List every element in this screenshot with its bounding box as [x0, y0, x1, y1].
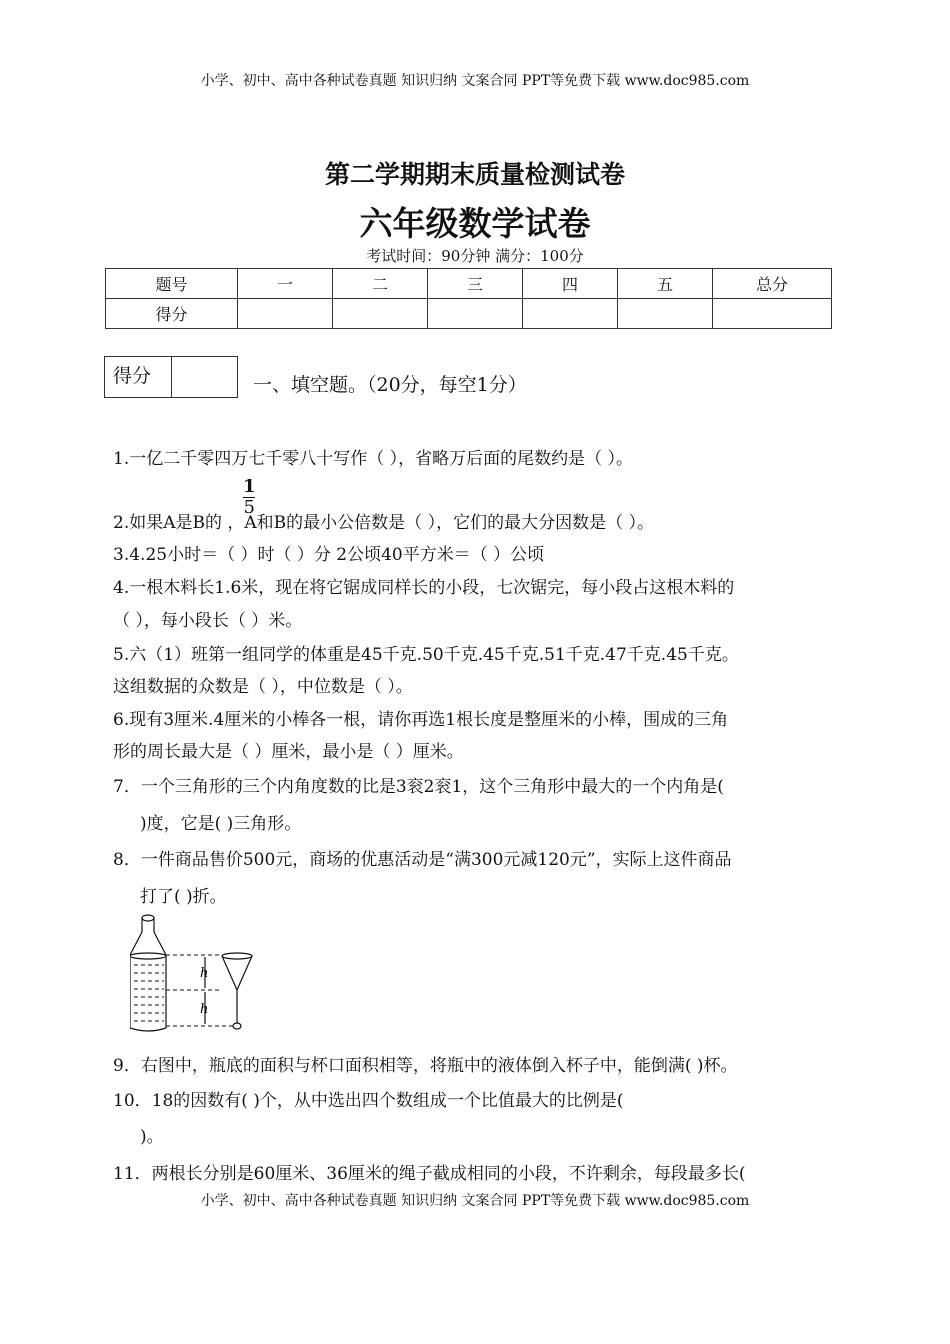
page-header: 小学、初中、高中各种试卷真题 知识归纳 文案合同 PPT等免费下载 www.doc985.com	[200, 73, 750, 89]
question-11: 11．两根长分别是60厘米、36厘米的绳子截成相同的小段，不许剩余，每段最多长(	[113, 1164, 746, 1184]
exam-info: 考试时间：90分钟 满分：100分	[366, 247, 584, 265]
exam-subtitle: 六年级数学试卷	[359, 204, 591, 243]
question-4: 4.一根木料长1.6米，现在将它锯成同样长的小段，七次锯完，每小段占这根木料的	[113, 578, 735, 598]
question-1: 1.一亿二千零四万七千零八十写作（ ），省略万后面的尾数约是（ ）。	[113, 449, 634, 469]
question-2: 2.如果A是B的 ，A和B的最小公倍数是（ ），它们的最大分因数是（ ）。	[113, 513, 654, 533]
denominator: 5	[243, 497, 255, 518]
question-8: 8．一件商品售价500元，商场的优惠活动是“满300元减120元”，实际上这件商品	[113, 850, 732, 870]
page-footer: 小学、初中、高中各种试卷真题 知识归纳 文案合同 PPT等免费下载 www.doc985.com	[200, 1193, 750, 1209]
numerator: 1	[243, 476, 256, 497]
score-cell	[713, 299, 832, 329]
table-header: 五	[618, 269, 713, 299]
table-row	[106, 269, 832, 299]
height-label: h	[200, 1002, 209, 1017]
question-7-cont: )度，它是( )三角形。	[140, 814, 302, 834]
question-8-cont: 打了( )折。	[140, 887, 227, 907]
score-cell	[333, 299, 428, 329]
table-header: 一	[238, 269, 333, 299]
table-row	[106, 299, 832, 329]
question-4-cont: （ ），每小段长（ ）米。	[113, 611, 303, 631]
section-score-box	[104, 356, 238, 398]
table-header: 二	[333, 269, 428, 299]
score-table	[105, 268, 832, 329]
table-header: 题号	[106, 269, 238, 299]
section-heading: 一、填空题。（20分，每空1分）	[253, 374, 527, 396]
question-7: 7．一个三角形的三个内角度数的比是3衮2衮1，这个三角形中最大的一个内角是(	[113, 777, 724, 797]
table-header: 三	[428, 269, 523, 299]
divider	[171, 357, 172, 397]
question-6: 6.现有3厘米.4厘米的小棒各一根，请你再选1根长度是整厘米的小棒，围成的三角	[113, 710, 729, 730]
question-5-cont: 这组数据的众数是（ ），中位数是（ ）。	[113, 677, 413, 697]
bottle-and-glass-figure	[130, 910, 260, 1035]
score-cell	[238, 299, 333, 329]
question-3: 3.4.25小时＝（ ）时（ ）分 2公顷40平方米＝（ ）公顷	[113, 545, 545, 565]
exam-title: 第二学期期末质量检测试卷	[324, 160, 625, 189]
question-10-cont: )。	[140, 1127, 164, 1147]
question-9: 9．右图中，瓶底的面积与杯口面积相等，将瓶中的液体倒入杯子中，能倒满( )杯。	[113, 1056, 738, 1076]
question-5: 5.六（1）班第一组同学的体重是45千克.50千克.45千克.51千克.47千克.45千克。	[113, 645, 739, 665]
question-10: 10．18的因数有( )个，从中选出四个数组成一个比值最大的比例是(	[113, 1091, 624, 1111]
score-box-label: 得分	[113, 365, 152, 387]
height-label: h	[200, 966, 209, 981]
table-header: 总分	[713, 269, 832, 299]
question-6-cont: 形的周长最大是（ ）厘米，最小是（ ）厘米。	[113, 742, 464, 762]
row-label: 得分	[106, 299, 238, 329]
score-cell	[428, 299, 523, 329]
score-cell	[618, 299, 713, 329]
score-cell	[523, 299, 618, 329]
table-header: 四	[523, 269, 618, 299]
